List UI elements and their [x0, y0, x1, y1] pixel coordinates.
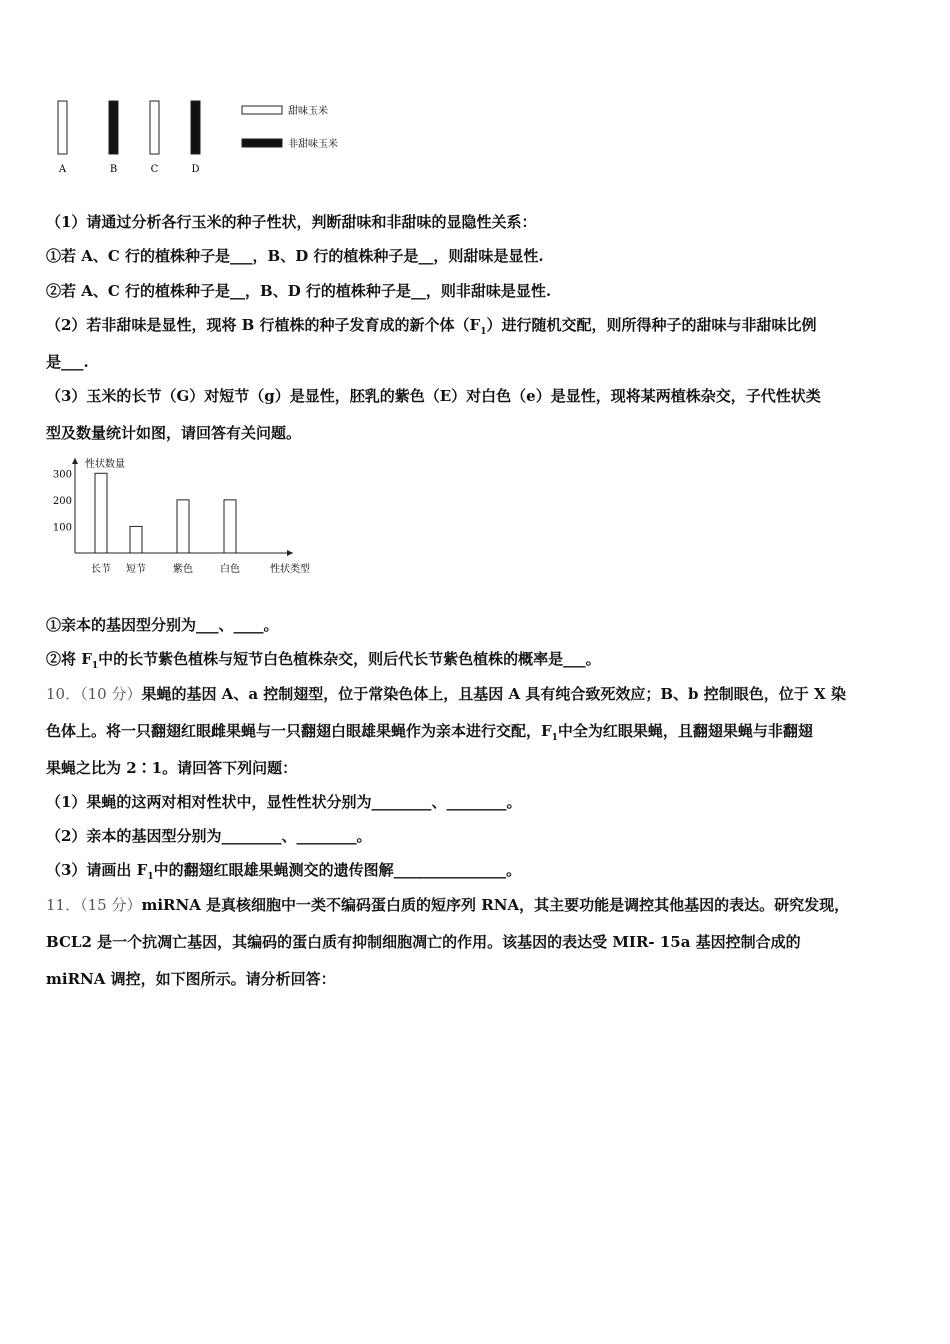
x-axis-label: 性状类型	[270, 564, 310, 575]
legend-swatch-0	[242, 106, 282, 114]
y-axis-label: 性状数量	[85, 459, 125, 470]
corn-row-label-c: C	[150, 164, 159, 175]
q10-line-1: 10．（10 分）果蝇的基因 A、a 控制翅型，位于常染色体上，且基因 A 具有纯合致死效应；B、b 控制眼色，位于 X 染	[46, 685, 846, 703]
q10-line-2: 色体上。将一只翻翅红眼雌果蝇与一只翻翅白眼雄果蝇作为亲本进行交配，$F_1$中全为红眼果蝇，且翻翅果蝇与非翻翅	[46, 722, 813, 743]
q11-line-1: 11．（15 分）miRNA 是真核细胞中一类不编码蛋白质的短序列 RNA，其主要功能是调控其他基因的表达。研究发现，	[46, 896, 850, 914]
y-tick-label-300: 300	[52, 469, 72, 481]
corn-row-a	[58, 101, 67, 154]
x-tick-label-2: 紫色	[173, 564, 193, 575]
x-tick-label-0: 长节	[91, 564, 111, 575]
q11-line-2: BCL2 是一个抗凋亡基因，其编码的蛋白质有抑制细胞凋亡的作用。该基因的表达受 MIR- 15a 基因控制合成的	[46, 933, 801, 951]
y-tick-label-100: 100	[52, 522, 72, 534]
bar-1	[130, 526, 142, 553]
bar-0	[95, 473, 107, 553]
q11-line-3: miRNA 调控，如下图所示。请分析回答：	[46, 970, 336, 988]
q1-option-b: ②若 A、C 行的植株种子是__，B、D 行的植株种子是__，则非甜味是显性.	[46, 282, 552, 300]
q10-part-2: （2）亲本的基因型分别为________、________。	[46, 827, 372, 845]
trait-bar-chart	[48, 452, 328, 582]
q3-line-2: 型及数量统计如图，请回答有关问题。	[46, 424, 302, 442]
q10-part-3: （3）请画出 $F_1$中的翻翅红眼雄果蝇测交的遗传图解_______________。	[46, 861, 522, 882]
q3-sub-2: ②将 $F_1$中的长节紫色植株与短节白色植株杂交，则后代长节紫色植株的概率是___。	[46, 650, 601, 671]
corn-row-b	[109, 101, 118, 154]
q10-line-3: 果蝇之比为 2∶1。请回答下列问题：	[46, 759, 298, 777]
corn-rows-figure	[50, 95, 360, 180]
corn-row-label-d: D	[191, 164, 200, 175]
q2-line-1: （2）若非甜味是显性，现将 B 行植株的种子发育成的新个体$(F_1)$进行随机交配，则所得种子的甜味与非甜味比例	[46, 316, 817, 337]
corn-row-c	[150, 101, 159, 154]
x-tick-label-3: 白色	[220, 564, 240, 575]
q2-line-2: 是___.	[46, 353, 89, 371]
corn-row-label-b: B	[109, 164, 118, 175]
y-tick-label-200: 200	[52, 495, 72, 507]
q1-option-a: ①若 A、C 行的植株种子是___，B、D 行的植株种子是__，则甜味是显性.	[46, 247, 544, 265]
bar-2	[177, 500, 189, 553]
y-axis-arrow	[72, 458, 78, 464]
x-tick-label-1: 短节	[126, 564, 146, 575]
q1-heading: （1）请通过分析各行玉米的种子性状，判断甜味和非甜味的显隐性关系：	[46, 213, 537, 231]
legend-swatch-1	[242, 139, 282, 147]
legend-label-1: 非甜味玉米	[288, 139, 338, 150]
legend-label-0: 甜味玉米	[288, 106, 328, 117]
q10-part-1: （1）果蝇的这两对相对性状中，显性性状分别为________、________。	[46, 793, 522, 811]
corn-row-d	[191, 101, 200, 154]
bar-3	[224, 500, 236, 553]
q3-line-1: （3）玉米的长节（G）对短节（g）是显性，胚乳的紫色（E）对白色（e）是显性，现将某两植株杂交，子代性状类	[46, 387, 821, 405]
q3-sub-1: ①亲本的基因型分别为___、____。	[46, 616, 279, 634]
corn-row-label-a: A	[58, 164, 67, 175]
x-axis-arrow	[287, 550, 293, 556]
